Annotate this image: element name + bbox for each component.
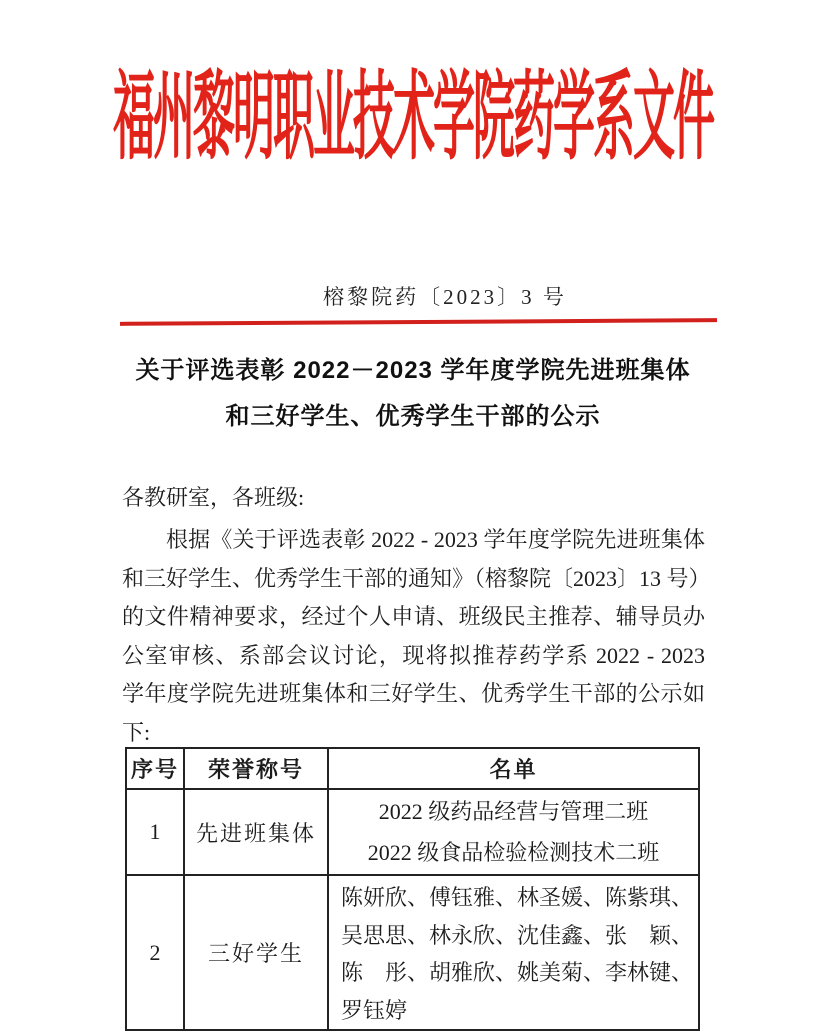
table-row-merit-students [126,875,699,1030]
student-names-line: 陈妍欣、傅钰雅、林圣媛、陈紫琪、 [341,885,694,910]
notice-title-line2: 和三好学生、优秀学生干部的公示 [225,403,601,430]
salutation-line: 各教研室，各班级: [122,485,305,510]
table-header-row [126,748,699,789]
department-banner [0,67,826,174]
red-divider-line [120,318,717,326]
class-name-line: 2022 级药品经营与管理二班 [378,799,649,824]
honor-title-cell: 三好学生 [184,875,328,1030]
table-row-advanced-class [126,789,699,875]
document-number: 榕黎院药〔2023〕3 号 [323,285,567,309]
column-header-names: 名单 [328,748,699,789]
honor-roll-table [125,747,700,1031]
paragraph-line: 的文件精神要求，经过个人申请、班级民主推荐、辅导员办 [122,604,705,629]
body-paragraph [122,521,711,752]
row-index-cell: 1 [126,789,184,875]
paragraph-line: 和三好学生、优秀学生干部的通知》（榕黎院〔2023〕13 号） [122,565,711,591]
student-names-line: 罗钰婷 [341,997,408,1023]
names-list-cell [328,875,699,1030]
student-names-line: 吴思思、林永欣、沈佳鑫、张 颖、 [341,922,694,948]
student-names-line: 陈 彤、胡雅欣、姚美菊、李林键、 [341,960,694,985]
names-list-cell [328,789,699,875]
honor-title-cell: 先进班集体 [184,789,328,875]
paragraph-line: 公室审核、系部会议讨论，现将拟推荐药学系 2022 - 2023 [122,642,705,668]
column-header-index: 序号 [126,748,184,789]
class-name-line: 2022 级食品检验检测技术二班 [367,840,660,865]
notice-title-line1: 关于评选表彰 2022－2023 学年度学院先进班集体 [135,357,691,384]
row-index-cell: 2 [126,875,184,1030]
column-header-honor: 荣誉称号 [184,748,328,789]
paragraph-line: 根据《关于评选表彰 2022 - 2023 学年度学院先进班集体 [166,527,705,552]
banner-title-text: 福州黎明职业技术学院药学系文件 [112,67,713,174]
paragraph-line: 学年度学院先进班集体和三好学生、优秀学生干部的公示如 [122,681,705,706]
paragraph-line: 下: [122,719,151,745]
